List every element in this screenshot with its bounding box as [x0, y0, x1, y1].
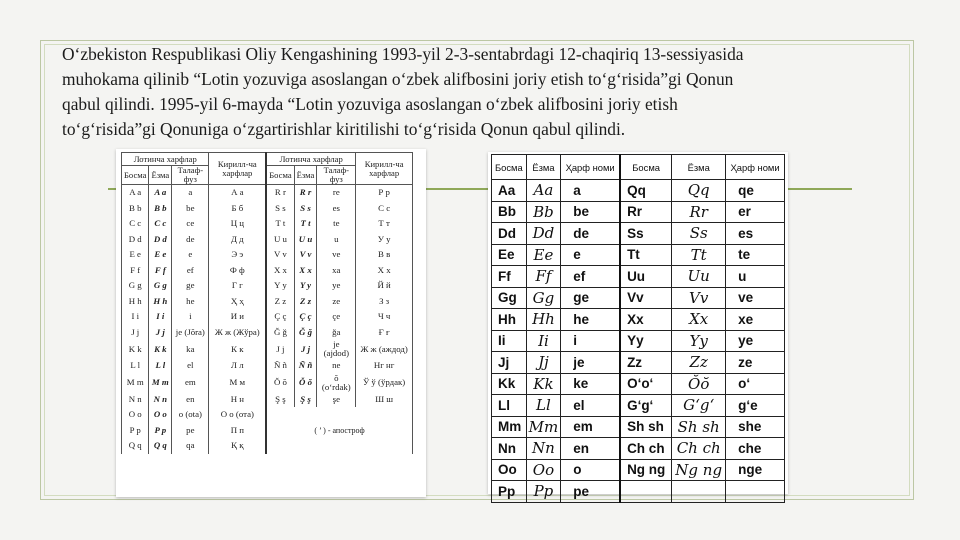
letter-pronunciation: ce [172, 216, 209, 232]
letter-pronunciation: o (ota) [172, 407, 209, 423]
letter-name: je [561, 352, 620, 374]
letter-script-2: J j [294, 340, 317, 358]
letter-name: ke [561, 373, 620, 395]
letter-pronunciation-2: je (ajdod) [317, 340, 356, 358]
letter-script-2: Uu [672, 266, 726, 288]
header-latin: Лотинча харфлар [122, 153, 209, 166]
letter-print-2: Ç ç [266, 309, 294, 325]
table-row [492, 244, 785, 266]
alphabet-table-current [488, 152, 788, 501]
letter-script: Kk [526, 373, 561, 395]
letter-script: Pp [526, 481, 561, 503]
letter-print-2: Xx [620, 309, 672, 331]
letter-script-2: Y y [294, 278, 317, 294]
table-row [122, 374, 413, 392]
table-row [492, 201, 785, 223]
letter-print: H h [122, 294, 149, 310]
paragraph-line: to‘g‘risida”gi Qonuniga o‘zgartirishlar kiritilishi to‘g‘risida Qonun qabul qilindi. [62, 119, 626, 139]
letter-pronunciation-2: ğa [317, 325, 356, 341]
letter-print-2: Tt [620, 244, 672, 266]
letter-name: o [561, 459, 620, 481]
letter-name: i [561, 330, 620, 352]
letter-name: be [561, 201, 620, 223]
letter-cyrillic: Д д [209, 232, 266, 248]
letter-script: O o [149, 407, 172, 423]
letter-script: A a [149, 185, 172, 201]
letter-pronunciation: be [172, 201, 209, 217]
letter-script: M m [149, 374, 172, 392]
letter-script-2: Qq [672, 180, 726, 202]
letter-script-2: X x [294, 263, 317, 279]
letter-print-2: Ñ ñ [266, 358, 294, 374]
letter-cyrillic-2: Ч ч [356, 309, 413, 325]
letter-print: J j [122, 325, 149, 341]
letter-cyrillic: Г г [209, 278, 266, 294]
letter-pronunciation-2: u [317, 232, 356, 248]
letter-script-2: Ss [672, 223, 726, 245]
letter-script: P p [149, 423, 172, 439]
header-print: Босма [122, 166, 149, 185]
letter-script-2: Sh sh [672, 416, 726, 438]
accent-line-right [788, 188, 852, 190]
letter-pronunciation: ka [172, 340, 209, 358]
letter-script-2: Ğ ğ [294, 325, 317, 341]
letter-pronunciation: el [172, 358, 209, 374]
paragraph-line: O‘zbekiston Respublikasi Oliy Kengashining 1993-yil 2-3-sentabrdagi 12-chaqiriq 13-sessiyasida [62, 44, 744, 64]
table-row [492, 287, 785, 309]
letter-script-2: Vv [672, 287, 726, 309]
letter-name-2: g‘e [726, 395, 785, 417]
letter-print: K k [122, 340, 149, 358]
letter-print-2: J j [266, 340, 294, 358]
paragraph-line: qabul qilindi. 1995-yil 6-mayda “Lotin yozuviga asoslangan o‘zbek alifbosini joriy etish [62, 94, 678, 114]
letter-cyrillic: Н н [209, 392, 266, 408]
letter-script: D d [149, 232, 172, 248]
letter-cyrillic-2: У у [356, 232, 413, 248]
table-row [122, 201, 413, 217]
letter-print-2: Zz [620, 352, 672, 374]
letter-cyrillic-2: Нг нг [356, 358, 413, 374]
letter-script: B b [149, 201, 172, 217]
letter-print: O o [122, 407, 149, 423]
letter-cyrillic-2: Ғ ғ [356, 325, 413, 341]
letter-cyrillic: Б б [209, 201, 266, 217]
letter-print: G g [122, 278, 149, 294]
letter-script: Ee [526, 244, 561, 266]
header-script: Ёзма [149, 166, 172, 185]
letter-script-2: Ç ç [294, 309, 317, 325]
letter-cyrillic: Ж ж (Жўра) [209, 325, 266, 341]
letter-cyrillic-2: Р р [356, 185, 413, 201]
letter-print-2: X x [266, 263, 294, 279]
letter-cyrillic: Ф ф [209, 263, 266, 279]
letter-script-2: Zz [672, 352, 726, 374]
letter-print-2: S s [266, 201, 294, 217]
letter-name: el [561, 395, 620, 417]
letter-script: Ii [526, 330, 561, 352]
letter-cyrillic: Қ қ [209, 438, 266, 454]
letter-name-2: qe [726, 180, 785, 202]
letter-pronunciation-2: ye [317, 278, 356, 294]
table-row [492, 481, 785, 503]
letter-cyrillic-2: В в [356, 247, 413, 263]
header-script: Ёзма [526, 155, 561, 180]
letter-cyrillic: Э э [209, 247, 266, 263]
letter-print-2: Ss [620, 223, 672, 245]
table-row [492, 266, 785, 288]
letter-print-2: Vv [620, 287, 672, 309]
letter-script-2: S s [294, 201, 317, 217]
table-row [492, 395, 785, 417]
letter-print-2: Rr [620, 201, 672, 223]
letter-pronunciation-2: ve [317, 247, 356, 263]
letter-print: Dd [492, 223, 527, 245]
letter-name-2: she [726, 416, 785, 438]
letter-script: J j [149, 325, 172, 341]
letter-name-2: nge [726, 459, 785, 481]
letter-pronunciation-2: ze [317, 294, 356, 310]
letter-script: Ll [526, 395, 561, 417]
table-row [492, 459, 785, 481]
letter-print: L l [122, 358, 149, 374]
letter-cyrillic-2: Ў ў (ўрдак) [356, 374, 413, 392]
letter-script: Mm [526, 416, 561, 438]
letter-name-2: te [726, 244, 785, 266]
paragraph-line: muhokama qilinib “Lotin yozuviga asoslangan o‘zbek alifbosini joriy etish to‘g‘risida”gi Qonun [62, 69, 734, 89]
letter-script: F f [149, 263, 172, 279]
letter-cyrillic: Л л [209, 358, 266, 374]
letter-print-2: Y y [266, 278, 294, 294]
letter-print: D d [122, 232, 149, 248]
letter-script-2: Yy [672, 330, 726, 352]
table-row [492, 223, 785, 245]
letter-script: I i [149, 309, 172, 325]
header-script-2: Ёзма [294, 166, 317, 185]
letter-print: Aa [492, 180, 527, 202]
table-row [122, 294, 413, 310]
letter-name-2: ve [726, 287, 785, 309]
table-row [122, 358, 413, 374]
letter-pronunciation-2: xa [317, 263, 356, 279]
letter-print: M m [122, 374, 149, 392]
letter-print: Pp [492, 481, 527, 503]
table-row [122, 407, 413, 423]
letter-print: N n [122, 392, 149, 408]
table-row [122, 325, 413, 341]
letter-name-2 [726, 481, 785, 503]
letter-script: Jj [526, 352, 561, 374]
letter-pronunciation: ge [172, 278, 209, 294]
table-row [492, 330, 785, 352]
letter-script-2: Z z [294, 294, 317, 310]
letter-name: ef [561, 266, 620, 288]
letter-script: N n [149, 392, 172, 408]
letter-print: Kk [492, 373, 527, 395]
letter-name: e [561, 244, 620, 266]
letter-script: G g [149, 278, 172, 294]
letter-script: Dd [526, 223, 561, 245]
letter-print: B b [122, 201, 149, 217]
letter-print-2: Sh sh [620, 416, 672, 438]
letter-name: a [561, 180, 620, 202]
letter-pronunciation-2: şe [317, 392, 356, 408]
letter-cyrillic: П п [209, 423, 266, 439]
table-row [122, 247, 413, 263]
letter-cyrillic: К к [209, 340, 266, 358]
letter-cyrillic: О о (ота) [209, 407, 266, 423]
letter-name-2: es [726, 223, 785, 245]
letter-script: L l [149, 358, 172, 374]
letter-cyrillic-2: Т т [356, 216, 413, 232]
letter-print-2: G‘g‘ [620, 395, 672, 417]
header-print-2: Босма [620, 155, 672, 180]
header-print: Босма [492, 155, 527, 180]
letter-cyrillic: М м [209, 374, 266, 392]
letter-pronunciation: e [172, 247, 209, 263]
letter-print: Oo [492, 459, 527, 481]
letter-name: en [561, 438, 620, 460]
letter-print-2: O‘o‘ [620, 373, 672, 395]
header-pronunciation-2: Талаф-фуз [317, 166, 356, 185]
letter-print: P p [122, 423, 149, 439]
letter-print: Ii [492, 330, 527, 352]
header-print-2: Босма [266, 166, 294, 185]
letter-script: Aa [526, 180, 561, 202]
letter-script-2: Ng ng [672, 459, 726, 481]
apostrophe-note: ( ’ ) - апостроф [266, 407, 412, 454]
letter-cyrillic-2: Й й [356, 278, 413, 294]
letter-name: em [561, 416, 620, 438]
letter-script-2 [672, 481, 726, 503]
letter-name: de [561, 223, 620, 245]
letter-print-2: T t [266, 216, 294, 232]
letter-pronunciation: de [172, 232, 209, 248]
letter-print-2: Ğ ğ [266, 325, 294, 341]
intro-paragraph [62, 42, 880, 142]
letter-print-2: Ş ş [266, 392, 294, 408]
header-letter-name-2: Ҳарф номи [726, 155, 785, 180]
table-row [122, 263, 413, 279]
letter-print-2: Z z [266, 294, 294, 310]
table-row [122, 232, 413, 248]
letter-name-2: xe [726, 309, 785, 331]
letter-script-2: Ch ch [672, 438, 726, 460]
letter-name: he [561, 309, 620, 331]
table-row [492, 416, 785, 438]
letter-script-2: Ŏŏ [672, 373, 726, 395]
letter-print-2: Ch ch [620, 438, 672, 460]
letter-name-2: er [726, 201, 785, 223]
accent-line-middle [426, 188, 488, 190]
alphabet-table-current-grid [491, 154, 785, 503]
letter-name-2: che [726, 438, 785, 460]
letter-print-2: R r [266, 185, 294, 201]
letter-name: pe [561, 481, 620, 503]
letter-pronunciation: en [172, 392, 209, 408]
letter-print: I i [122, 309, 149, 325]
letter-pronunciation: pe [172, 423, 209, 439]
table-row [492, 309, 785, 331]
letter-pronunciation-2: ŏ (o‘rdak) [317, 374, 356, 392]
letter-cyrillic-2: Ж ж (аждод) [356, 340, 413, 358]
letter-print: Mm [492, 416, 527, 438]
letter-pronunciation-2: te [317, 216, 356, 232]
letter-name-2: o‘ [726, 373, 785, 395]
letter-print: F f [122, 263, 149, 279]
letter-script: Oo [526, 459, 561, 481]
letter-print: Bb [492, 201, 527, 223]
table-row [492, 352, 785, 374]
letter-cyrillic: Ҳ ҳ [209, 294, 266, 310]
letter-name-2: u [726, 266, 785, 288]
header-script-2: Ёзма [672, 155, 726, 180]
letter-script-2: R r [294, 185, 317, 201]
letter-script: Hh [526, 309, 561, 331]
letter-name-2: ye [726, 330, 785, 352]
letter-script-2: T t [294, 216, 317, 232]
letter-name: ge [561, 287, 620, 309]
letter-cyrillic-2: З з [356, 294, 413, 310]
letter-cyrillic-2: Х х [356, 263, 413, 279]
letter-script: Nn [526, 438, 561, 460]
letter-pronunciation: i [172, 309, 209, 325]
header-cyrillic-2: Кирилл-ча харфлар [356, 153, 413, 185]
letter-script-2: Tt [672, 244, 726, 266]
letter-pronunciation-2: ne [317, 358, 356, 374]
letter-print-2: Ng ng [620, 459, 672, 481]
letter-script: Gg [526, 287, 561, 309]
header-letter-name: Ҳарф номи [561, 155, 620, 180]
letter-script: C c [149, 216, 172, 232]
table-row [122, 309, 413, 325]
letter-pronunciation: je (Jŏra) [172, 325, 209, 341]
letter-script-2: Ŏ ŏ [294, 374, 317, 392]
table-row [492, 438, 785, 460]
table-row [122, 392, 413, 408]
letter-cyrillic-2: С с [356, 201, 413, 217]
letter-cyrillic: И и [209, 309, 266, 325]
letter-print: Nn [492, 438, 527, 460]
letter-pronunciation: qa [172, 438, 209, 454]
letter-name-2: ze [726, 352, 785, 374]
table-row [492, 373, 785, 395]
letter-print: C c [122, 216, 149, 232]
letter-script-2: Ñ ñ [294, 358, 317, 374]
letter-print: E e [122, 247, 149, 263]
letter-cyrillic-2: Ш ш [356, 392, 413, 408]
letter-print-2: Yy [620, 330, 672, 352]
header-cyrillic: Кирилл-ча харфлар [209, 153, 266, 185]
header-pronunciation: Талаф-фуз [172, 166, 209, 185]
letter-print: Ll [492, 395, 527, 417]
letter-print: A a [122, 185, 149, 201]
table-row [122, 278, 413, 294]
letter-print-2: U u [266, 232, 294, 248]
letter-script: Q q [149, 438, 172, 454]
letter-pronunciation: he [172, 294, 209, 310]
letter-script-2: G‘g‘ [672, 395, 726, 417]
letter-print: Ee [492, 244, 527, 266]
letter-print-2 [620, 481, 672, 503]
letter-pronunciation: em [172, 374, 209, 392]
table-row [492, 180, 785, 202]
letter-print-2: Uu [620, 266, 672, 288]
letter-script-2: Rr [672, 201, 726, 223]
letter-pronunciation: a [172, 185, 209, 201]
letter-script: E e [149, 247, 172, 263]
table-row [122, 185, 413, 201]
letter-print: Q q [122, 438, 149, 454]
letter-print: Jj [492, 352, 527, 374]
letter-script: Ff [526, 266, 561, 288]
table-row [122, 340, 413, 358]
letter-script-2: Xx [672, 309, 726, 331]
letter-pronunciation-2: çe [317, 309, 356, 325]
letter-pronunciation: ef [172, 263, 209, 279]
letter-pronunciation-2: re [317, 185, 356, 201]
letter-print: Gg [492, 287, 527, 309]
letter-script-2: Ş ş [294, 392, 317, 408]
alphabet-table-1995-grid [121, 152, 413, 454]
letter-print-2: Ŏ ŏ [266, 374, 294, 392]
letter-script-2: U u [294, 232, 317, 248]
table-row [122, 216, 413, 232]
letter-script: K k [149, 340, 172, 358]
header-latin-2: Лотинча харфлар [266, 153, 356, 166]
alphabet-table-1995 [116, 149, 426, 497]
letter-cyrillic: Ц ц [209, 216, 266, 232]
letter-script: H h [149, 294, 172, 310]
letter-cyrillic: А а [209, 185, 266, 201]
letter-print-2: V v [266, 247, 294, 263]
letter-print: Ff [492, 266, 527, 288]
letter-script: Bb [526, 201, 561, 223]
letter-script-2: V v [294, 247, 317, 263]
letter-pronunciation-2: es [317, 201, 356, 217]
letter-print: Hh [492, 309, 527, 331]
letter-print-2: Qq [620, 180, 672, 202]
